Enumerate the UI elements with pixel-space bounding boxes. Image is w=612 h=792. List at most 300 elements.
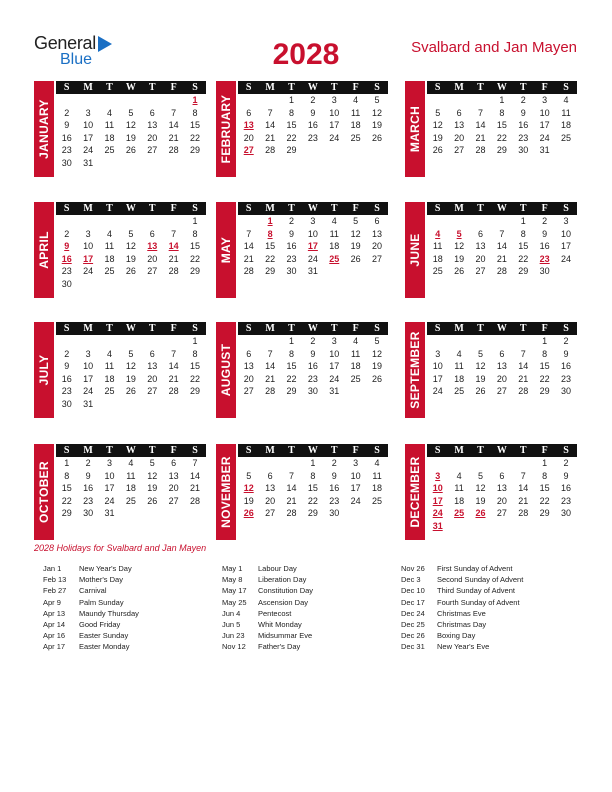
month-name: SEPTEMBER: [408, 331, 422, 409]
day-cell: 22: [496, 132, 507, 143]
day-cell: 25: [350, 373, 361, 384]
day-cell: 26: [125, 145, 136, 155]
weekday-header: M: [454, 323, 464, 334]
weekday-header: S: [563, 445, 569, 456]
day-cell: 1: [288, 95, 294, 105]
day-cell: [99, 94, 120, 107]
day-cell: 7: [477, 107, 483, 118]
day-cell: 14: [286, 483, 297, 493]
week-row: [56, 495, 206, 508]
day-cell: 7: [171, 228, 177, 239]
week-row: [56, 482, 206, 495]
holiday-item: [401, 574, 523, 585]
day-cell: 11: [433, 241, 443, 251]
day-cell: 28: [496, 266, 507, 276]
day-cell: 6: [374, 216, 380, 226]
day-cell: [259, 457, 280, 470]
holiday-date: Apr 17: [43, 642, 66, 652]
holiday-date: Dec 24: [401, 608, 425, 618]
day-cell: 9: [288, 228, 294, 239]
weekday-header: W: [496, 445, 507, 456]
day-cell: 11: [104, 120, 115, 130]
month-label: [216, 444, 236, 540]
day-cell: 3: [435, 348, 441, 359]
day-cell: 14: [168, 120, 179, 130]
weekday-header: F: [541, 323, 548, 334]
day-cell: 23: [307, 373, 318, 384]
day-cell: 15: [496, 120, 507, 130]
day-cell: 8: [192, 228, 198, 239]
week-row: [427, 360, 577, 373]
day-cell: [427, 94, 448, 107]
weekday-header: T: [330, 82, 338, 93]
day-cell: 15: [539, 361, 550, 371]
holiday-item: [43, 574, 139, 585]
day-cell: 31: [307, 266, 318, 276]
week-row: [238, 107, 388, 120]
day-cell: [184, 398, 205, 411]
weekday-header: F: [541, 445, 548, 456]
day-cell: [99, 278, 120, 291]
day-cell: 3: [542, 95, 548, 105]
weekday-header: W: [496, 82, 507, 93]
day-cell: 25: [454, 386, 465, 396]
holiday-name: Christmas Day: [437, 619, 487, 629]
week-row: [238, 132, 388, 145]
weekday-header: M: [83, 203, 93, 214]
month-block: [216, 81, 388, 181]
week-row: [238, 373, 388, 386]
holiday-name: Mother's Day: [79, 575, 123, 585]
day-cell: [120, 157, 141, 170]
day-cell: 23: [561, 495, 572, 506]
day-cell: [366, 385, 387, 398]
month-days-grid: [427, 444, 577, 532]
day-cell: 12: [125, 120, 136, 130]
month-name: APRIL: [37, 231, 51, 269]
day-cell: [120, 335, 141, 348]
holiday-item: [43, 585, 139, 596]
holiday-item: [401, 619, 523, 630]
month-block: [34, 322, 206, 422]
day-cell: 14: [518, 361, 529, 371]
month-days-grid: [238, 444, 388, 520]
day-cell: [184, 278, 205, 291]
day-cell: 3: [310, 216, 316, 226]
day-cell: 14: [518, 483, 529, 493]
weekday-header: T: [330, 203, 338, 214]
day-cell: [345, 385, 366, 398]
week-row: [56, 385, 206, 398]
day-cell: 27: [265, 508, 276, 518]
week-row: [238, 240, 388, 253]
day-cell: 21: [190, 483, 201, 493]
holiday-date: Dec 31: [401, 642, 425, 652]
day-cell: 12: [454, 241, 465, 251]
weekday-header: T: [148, 323, 156, 334]
week-row: [238, 348, 388, 361]
day-cell: [324, 144, 345, 157]
weekday-header: T: [288, 323, 295, 334]
day-cell: 4: [456, 348, 462, 359]
day-cell: 2: [520, 95, 526, 105]
day-cell: 19: [475, 495, 486, 506]
weekday-header: W: [496, 323, 507, 334]
day-cell: [470, 520, 491, 533]
weekday-header: S: [63, 323, 70, 334]
weekday-header-row: [427, 81, 577, 94]
weekday-header: T: [148, 203, 156, 214]
month-days-grid: [56, 444, 206, 520]
holiday-item: [222, 630, 313, 641]
day-cell: 21: [518, 495, 529, 506]
week-row: [238, 457, 388, 470]
day-cell: 20: [372, 241, 383, 251]
week-row: [56, 228, 206, 241]
day-cell: 11: [104, 241, 115, 251]
day-cell: 20: [265, 495, 276, 506]
day-cell: 28: [518, 386, 529, 396]
day-cell: 23: [307, 132, 318, 143]
day-cell: 30: [83, 508, 94, 518]
day-cell: [259, 335, 280, 348]
weekday-header: W: [125, 203, 136, 214]
day-cell: 13: [168, 470, 179, 481]
day-cell: 1: [192, 336, 198, 346]
day-cell: [259, 94, 280, 107]
month-label: [405, 81, 425, 177]
day-cell: [513, 520, 534, 533]
day-cell: 8: [520, 228, 526, 239]
holiday-name: Maundy Thursday: [79, 608, 139, 618]
day-cell: 28: [286, 508, 297, 518]
day-cell: 23: [61, 386, 72, 396]
day-cell: [142, 215, 163, 228]
day-cell: [448, 457, 469, 470]
weekday-header: M: [83, 323, 93, 334]
holiday-date: Dec 17: [401, 597, 425, 607]
day-cell: 4: [374, 458, 380, 468]
day-cell: 13: [372, 228, 383, 239]
day-cell: 26: [125, 266, 136, 276]
day-cell: 2: [288, 216, 294, 226]
holiday-item: [43, 630, 139, 641]
day-cell: 9: [542, 228, 548, 239]
day-cell: 12: [475, 361, 486, 371]
week-row: [56, 119, 206, 132]
day-cell: 13: [147, 120, 158, 130]
day-cell: 8: [288, 348, 294, 359]
weekday-header: S: [245, 445, 252, 456]
holiday-date: May 17: [222, 586, 247, 596]
weekday-header: T: [148, 82, 156, 93]
month-block: [405, 81, 577, 181]
week-row: [427, 215, 577, 228]
day-cell: 25: [561, 132, 572, 143]
day-cell: 4: [331, 216, 337, 226]
weekday-header-row: [238, 202, 388, 215]
weekday-header: S: [434, 445, 441, 456]
week-row: [427, 94, 577, 107]
day-cell: 28: [168, 386, 179, 396]
day-cell: [163, 398, 184, 411]
day-cell: [120, 398, 141, 411]
day-cell: 14: [243, 241, 254, 251]
day-cell: 25: [104, 266, 115, 276]
month-label: [34, 444, 54, 540]
day-cell: 7: [267, 107, 273, 118]
week-row: [56, 398, 206, 411]
week-row: [238, 94, 388, 107]
day-cell: [427, 457, 448, 470]
day-cell: 17: [350, 483, 361, 493]
day-cell: [427, 215, 448, 228]
month-days-grid: [56, 202, 206, 290]
day-cell: 13: [496, 483, 507, 493]
day-cell: [448, 335, 469, 348]
holiday-name: Palm Sunday: [79, 597, 124, 607]
day-cell: 6: [149, 107, 155, 118]
weekday-header: T: [519, 82, 527, 93]
day-cell: 22: [265, 253, 276, 264]
weekday-header: S: [374, 323, 380, 334]
holiday-item: [222, 563, 313, 574]
day-cell: 24: [83, 145, 94, 155]
day-cell: 2: [310, 95, 316, 105]
day-cell: 18: [561, 120, 572, 130]
weekday-header: W: [125, 445, 136, 456]
day-cell: 1: [288, 336, 294, 346]
weekday-header: S: [192, 203, 198, 214]
day-cell: 3: [563, 216, 569, 226]
day-cell: 5: [128, 348, 134, 359]
day-cell: 30: [307, 386, 318, 396]
day-cell: [345, 265, 366, 278]
day-cell: 17: [432, 495, 443, 506]
day-cell: 19: [475, 373, 486, 384]
day-cell: 2: [563, 336, 569, 346]
day-cell: 11: [104, 361, 115, 371]
week-row: [427, 228, 577, 241]
day-cell: 27: [168, 495, 179, 506]
month-days-grid: [427, 202, 577, 278]
weekday-header: S: [192, 82, 198, 93]
day-cell: 29: [190, 386, 201, 396]
day-cell: 16: [307, 361, 318, 371]
day-cell: 3: [85, 348, 91, 359]
weekday-header: S: [245, 323, 252, 334]
day-cell: 22: [518, 253, 529, 264]
day-cell: 19: [147, 483, 158, 493]
holiday-name: New Year's Day: [79, 564, 132, 573]
weekday-header: W: [125, 82, 136, 93]
day-cell: 8: [267, 228, 273, 239]
day-cell: 16: [329, 483, 340, 493]
day-cell: 23: [61, 266, 72, 276]
month-name: MARCH: [408, 105, 422, 153]
day-cell: 31: [83, 157, 94, 168]
week-row: [56, 132, 206, 145]
day-cell: 14: [168, 241, 179, 251]
day-cell: 7: [520, 470, 526, 481]
day-cell: 2: [64, 228, 70, 239]
day-cell: 11: [350, 107, 361, 118]
day-cell: 3: [331, 336, 337, 346]
holiday-name: First Sunday of Advent: [437, 564, 513, 573]
day-cell: 29: [518, 266, 529, 276]
day-cell: 24: [83, 266, 94, 276]
holiday-name: Second Sunday of Advent: [437, 575, 524, 585]
day-cell: 30: [518, 145, 529, 155]
day-cell: 30: [539, 266, 550, 276]
day-cell: [142, 94, 163, 107]
weekday-header: S: [434, 203, 441, 214]
weekday-header: T: [477, 82, 484, 93]
month-label: [34, 81, 54, 177]
week-row: [427, 348, 577, 361]
day-cell: 18: [329, 241, 340, 251]
day-cell: [99, 398, 120, 411]
day-cell: 11: [372, 470, 382, 481]
day-cell: [491, 457, 512, 470]
month-block: [34, 444, 206, 544]
day-cell: [120, 215, 141, 228]
month-block: [34, 81, 206, 181]
holiday-date: May 1: [222, 564, 243, 573]
holiday-date: Nov 12: [222, 642, 246, 652]
weekday-header: S: [63, 82, 70, 93]
weekday-header-row: [238, 444, 388, 457]
day-cell: 3: [353, 458, 359, 468]
day-cell: 23: [329, 495, 340, 506]
day-cell: 15: [265, 241, 276, 251]
month-name: JUNE: [408, 233, 422, 267]
day-cell: 19: [125, 132, 136, 143]
weekday-header: T: [330, 323, 338, 334]
day-cell: 23: [286, 253, 297, 264]
holiday-item: [401, 608, 523, 619]
week-row: [238, 385, 388, 398]
day-cell: 2: [85, 458, 91, 468]
holiday-date: Nov 26: [401, 564, 425, 573]
weekday-header: T: [106, 323, 113, 334]
weekday-header-row: [56, 444, 206, 457]
day-cell: [142, 157, 163, 170]
month-name: MAY: [219, 236, 233, 264]
weekday-header: T: [519, 323, 527, 334]
day-cell: 17: [83, 253, 94, 264]
weekday-header: W: [496, 203, 507, 214]
day-cell: [99, 215, 120, 228]
day-cell: 15: [286, 120, 297, 130]
day-cell: 19: [372, 120, 383, 130]
day-cell: 16: [561, 483, 572, 493]
holiday-name: Ascension Day: [258, 597, 309, 607]
day-cell: 15: [190, 361, 201, 371]
day-cell: 16: [61, 253, 72, 264]
day-cell: [555, 265, 576, 278]
week-row: [427, 107, 577, 120]
day-cell: 15: [61, 483, 72, 493]
day-cell: 29: [307, 508, 318, 518]
day-cell: 4: [106, 228, 112, 239]
week-row: [56, 215, 206, 228]
day-cell: 18: [350, 361, 361, 371]
day-cell: 10: [83, 361, 94, 371]
month-days-grid: [238, 202, 388, 278]
day-cell: 7: [246, 228, 252, 239]
day-cell: 19: [243, 495, 254, 506]
day-cell: 29: [265, 266, 276, 276]
weekday-header: M: [83, 82, 93, 93]
day-cell: 6: [149, 228, 155, 239]
day-cell: 26: [432, 145, 443, 155]
year-title: 2028: [272, 38, 340, 71]
weekday-header: T: [519, 203, 527, 214]
day-cell: 25: [350, 132, 361, 143]
week-row: [238, 215, 388, 228]
day-cell: 10: [561, 228, 572, 239]
day-cell: 7: [288, 470, 294, 481]
day-cell: 18: [432, 253, 443, 264]
day-cell: 5: [477, 348, 483, 359]
holiday-item: [222, 597, 313, 608]
day-cell: 12: [243, 483, 254, 493]
day-cell: [448, 94, 469, 107]
day-cell: 17: [432, 373, 443, 384]
day-cell: [448, 520, 469, 533]
weekday-header: T: [288, 445, 295, 456]
day-cell: 5: [246, 470, 252, 481]
weekday-header: W: [307, 445, 318, 456]
weekday-header: M: [265, 82, 275, 93]
day-cell: 17: [104, 483, 115, 493]
month-days-grid: [56, 81, 206, 169]
day-cell: [77, 278, 98, 291]
weekday-header: S: [434, 82, 441, 93]
day-cell: 19: [350, 241, 361, 251]
day-cell: 8: [288, 107, 294, 118]
day-cell: [99, 157, 120, 170]
holiday-date: Apr 16: [43, 631, 66, 641]
day-cell: 18: [372, 483, 383, 493]
day-cell: 10: [104, 470, 115, 481]
day-cell: [56, 215, 77, 228]
week-row: [427, 119, 577, 132]
week-row: [427, 373, 577, 386]
weekday-header: S: [245, 203, 252, 214]
week-row: [238, 360, 388, 373]
day-cell: [163, 335, 184, 348]
day-cell: 25: [125, 495, 136, 506]
day-cell: 5: [435, 107, 441, 118]
day-cell: [534, 520, 555, 533]
day-cell: [238, 94, 259, 107]
weekday-header: F: [352, 82, 359, 93]
day-cell: 1: [192, 95, 198, 105]
week-row: [56, 265, 206, 278]
month-label: [34, 322, 54, 418]
day-cell: 6: [171, 458, 177, 468]
week-row: [427, 253, 577, 266]
day-cell: 12: [372, 348, 383, 359]
weekday-header-row: [238, 81, 388, 94]
day-cell: 28: [265, 386, 276, 396]
day-cell: [163, 215, 184, 228]
day-cell: [491, 335, 512, 348]
day-cell: 28: [168, 266, 179, 276]
day-cell: 6: [499, 348, 505, 359]
